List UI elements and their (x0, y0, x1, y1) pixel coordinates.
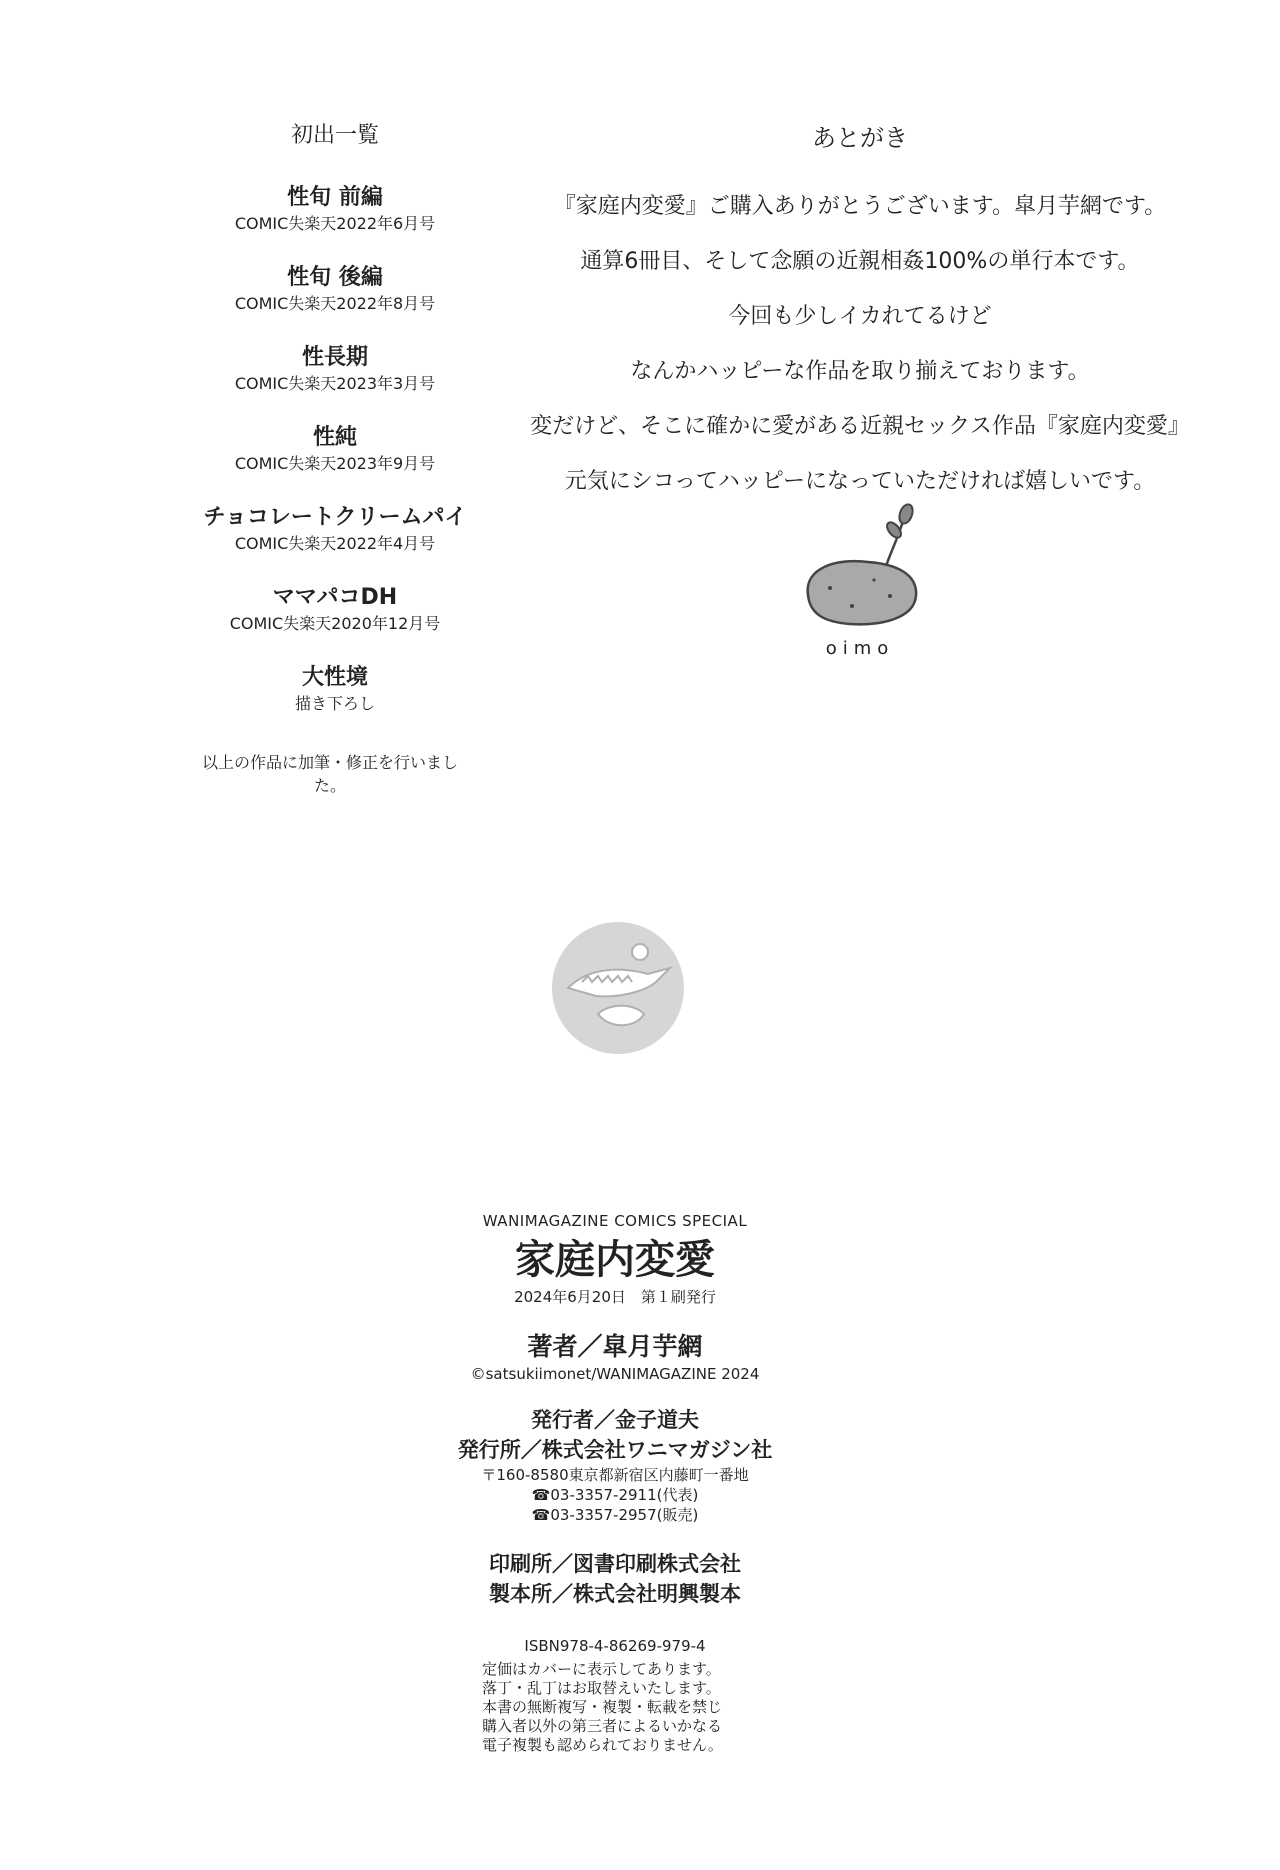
work-title: チョコレートクリームパイ (203, 505, 467, 530)
work-title: 性純 (312, 425, 357, 450)
work-source: COMIC失楽天2023年3月号 (234, 374, 436, 393)
work-entry (170, 343, 500, 395)
afterword (500, 118, 1220, 521)
work-source: COMIC失楽天2022年4月号 (234, 534, 436, 553)
work-title: 大性境 (301, 665, 368, 690)
work-source: 描き下ろし (294, 694, 375, 713)
work-entry (170, 423, 500, 475)
revision-note: 以上の作品に加筆・修正を行いました。 (201, 753, 458, 795)
copyright: ©satsukiimonet/WANIMAGAZINE 2024 (470, 1365, 760, 1383)
isbn: ISBN978-4-86269-979-4 (524, 1637, 706, 1655)
work-title: 性長期 (301, 345, 368, 370)
work-source: COMIC失楽天2022年8月号 (234, 294, 436, 313)
phone-main: ☎03-3357-2911(代表) (531, 1486, 699, 1504)
colophon (400, 1212, 830, 1655)
series-name: WANIMAGAZINE COMICS SPECIAL (482, 1212, 748, 1230)
publication-date: 2024年6月20日 第１刷発行 (514, 1288, 716, 1306)
work-title: ママパコDH (272, 585, 398, 610)
afterword-title: あとがき (812, 124, 908, 152)
afterword-line: 今回も少しイカれてるけど (728, 304, 992, 329)
printer: 印刷所／図書印刷株式会社 (489, 1552, 741, 1576)
notice-line: 定価はカバーに表示してあります。 (482, 1660, 721, 1678)
work-source: COMIC失楽天2020年12月号 (229, 614, 441, 633)
afterword-line: 変だけど、そこに確かに愛がある近親セックス作品『家庭内変愛』 (530, 414, 1190, 439)
work-entry (170, 663, 500, 715)
work-entry (170, 583, 500, 635)
afterword-line: 元気にシコってハッピーになっていただければ嬉しいです。 (564, 469, 1156, 494)
mascot-signature: oimo (825, 638, 895, 659)
binder: 製本所／株式会社明興製本 (489, 1582, 741, 1606)
afterword-line: 通算6冊目、そして念願の近親相姦100%の単行本です。 (580, 249, 1140, 274)
work-source: COMIC失楽天2023年9月号 (234, 454, 436, 473)
book-title: 家庭内変愛 (515, 1237, 715, 1283)
publisher-person: 発行者／金子道夫 (531, 1408, 699, 1432)
crocodile-emblem-icon (548, 918, 688, 1058)
author: 著者／皐月芋網 (527, 1332, 703, 1361)
first-appearance-title: 初出一覧 (290, 123, 379, 148)
phone-sales: ☎03-3357-2957(販売) (531, 1506, 699, 1524)
work-entry (170, 503, 500, 555)
notice-line: 落丁・乱丁はお取替えいたします。 (482, 1679, 721, 1697)
afterword-line: 『家庭内変愛』ご購入ありがとうございます。皐月芋網です。 (553, 194, 1167, 219)
work-source: COMIC失楽天2022年6月号 (234, 214, 436, 233)
notice-line: 電子複製も認められておりません。 (482, 1736, 723, 1754)
legal-notices (482, 1660, 762, 1755)
afterword-line: なんかハッピーな作品を取り揃えております。 (630, 359, 1090, 384)
work-title: 性旬 前編 (287, 185, 383, 210)
notice-line: 購入者以外の第三者によるいかなる (482, 1717, 723, 1735)
work-entry (170, 183, 500, 235)
notice-line: 本書の無断複写・複製・転載を禁じ (482, 1698, 723, 1716)
work-title: 性旬 後編 (287, 265, 383, 290)
work-entry (170, 263, 500, 315)
publisher-company: 発行所／株式会社ワニマガジン社 (457, 1438, 773, 1462)
first-appearance-list (170, 118, 500, 743)
publisher-address: 〒160-8580東京都新宿区内藤町一番地 (481, 1466, 749, 1484)
potato-mascot-icon (790, 500, 930, 660)
